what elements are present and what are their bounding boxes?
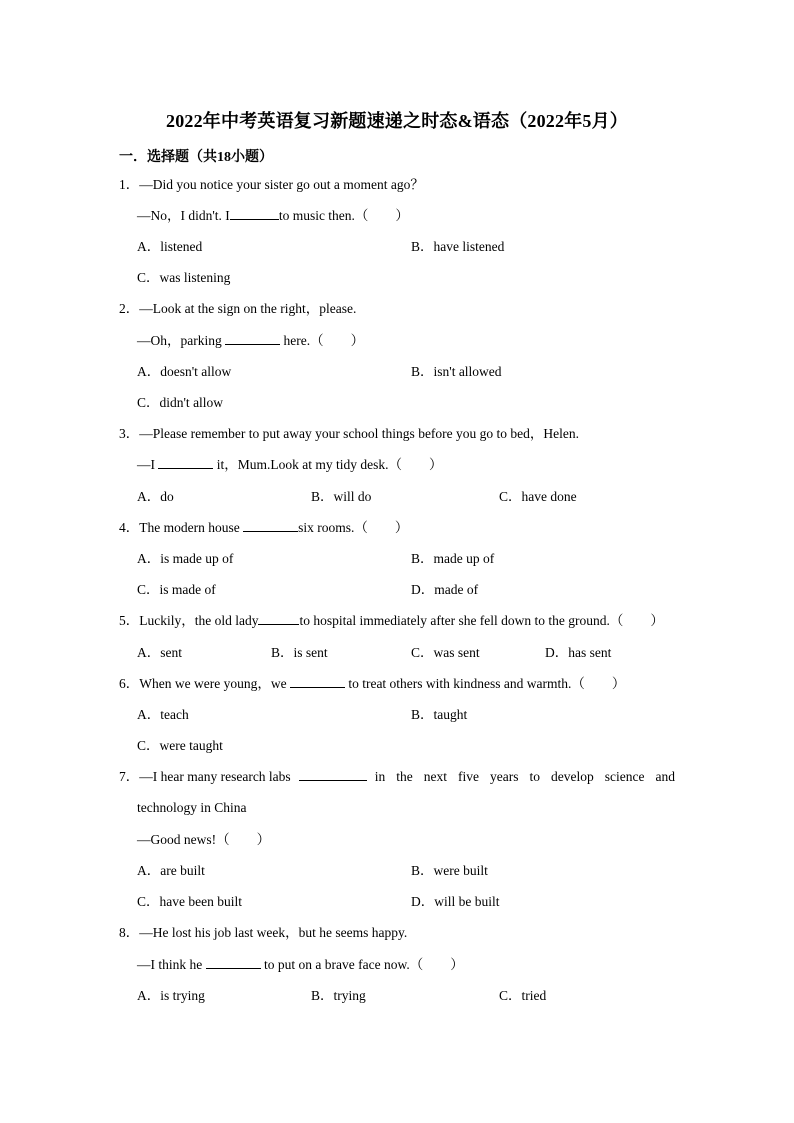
q7-stem-continued: technology in China bbox=[137, 800, 247, 815]
answer-blank bbox=[206, 956, 261, 969]
q7-option-d[interactable]: D．will be built bbox=[411, 894, 500, 909]
q8-option-a[interactable]: A．is trying bbox=[137, 988, 205, 1003]
q2-option-a[interactable]: A．doesn't allow bbox=[137, 364, 232, 379]
q6-stem-end: to treat others with kindness and warmth.（ ） bbox=[348, 676, 626, 691]
q5-option-a[interactable]: A．sent bbox=[137, 645, 182, 660]
question-3-response bbox=[137, 456, 443, 474]
page-title: 2022年中考英语复习新题速递之时态&语态（2022年5月） bbox=[166, 111, 628, 131]
question-5-stem bbox=[119, 612, 664, 630]
answer-blank bbox=[225, 332, 280, 345]
q3-option-a[interactable]: A．do bbox=[137, 489, 174, 504]
question-2-stem: 2．—Look at the sign on the right，please. bbox=[119, 301, 357, 316]
answer-blank bbox=[290, 675, 345, 688]
q6-option-b[interactable]: B．taught bbox=[411, 707, 468, 722]
question-8-stem: 8．—He lost his job last week，but he seems happy. bbox=[119, 925, 408, 940]
q5-option-c[interactable]: C．was sent bbox=[411, 645, 480, 660]
q7-stem-start: 7．—I hear many research labs bbox=[119, 769, 291, 784]
q5-stem-start: 5．Luckily，the old lady bbox=[119, 613, 259, 628]
q7-stem-end: in the next five years to develop science and bbox=[374, 769, 675, 784]
q1-response-end: to music then.（ ） bbox=[278, 208, 409, 223]
q5-option-b[interactable]: B．is sent bbox=[271, 645, 328, 660]
q4-option-d[interactable]: D．made of bbox=[411, 582, 479, 597]
q6-option-c[interactable]: C．were taught bbox=[137, 738, 223, 753]
q3-response-start: —I bbox=[137, 457, 155, 472]
q7-option-b[interactable]: B．were built bbox=[411, 863, 488, 878]
q3-option-c[interactable]: C．have done bbox=[499, 489, 577, 504]
q5-option-d[interactable]: D．has sent bbox=[545, 645, 612, 660]
q7-option-c[interactable]: C．have been built bbox=[137, 894, 242, 909]
q1-response-start: —No，I didn't. I bbox=[137, 208, 230, 223]
question-8-response bbox=[137, 956, 464, 974]
q2-option-b[interactable]: B．isn't allowed bbox=[411, 364, 502, 379]
q1-option-c[interactable]: C．was listening bbox=[137, 270, 231, 285]
q6-option-a[interactable]: A．teach bbox=[137, 707, 189, 722]
q2-option-c[interactable]: C．didn't allow bbox=[137, 395, 224, 410]
question-4-stem bbox=[119, 519, 408, 537]
q8-response-start: —I think he bbox=[137, 957, 203, 972]
answer-blank bbox=[258, 612, 299, 625]
q1-option-b[interactable]: B．have listened bbox=[411, 239, 505, 254]
answer-blank bbox=[243, 519, 298, 532]
q3-response-end: it，Mum.Look at my tidy desk.（ ） bbox=[216, 457, 443, 472]
q8-option-b[interactable]: B．trying bbox=[311, 988, 366, 1003]
q4-stem-start: 4．The modern house bbox=[119, 520, 240, 535]
question-7-stem bbox=[119, 768, 675, 786]
q3-option-b[interactable]: B．will do bbox=[311, 489, 372, 504]
answer-blank bbox=[230, 207, 279, 220]
answer-blank bbox=[158, 456, 213, 469]
q4-option-a[interactable]: A．is made up of bbox=[137, 551, 234, 566]
q2-response-end: here.（ ） bbox=[283, 333, 365, 348]
q1-option-a[interactable]: A．listened bbox=[137, 239, 203, 254]
q8-response-end: to put on a brave face now.（ ） bbox=[264, 957, 464, 972]
q6-stem-start: 6．When we were young，we bbox=[119, 676, 287, 691]
question-2-response bbox=[137, 332, 364, 350]
q2-response-start: —Oh，parking bbox=[137, 333, 222, 348]
question-1-response bbox=[137, 207, 409, 225]
question-1-stem: 1．—Did you notice your sister go out a moment ago？ bbox=[119, 177, 424, 192]
q4-stem-end: six rooms.（ ） bbox=[298, 520, 409, 535]
answer-blank bbox=[299, 768, 367, 781]
section-heading: 一．选择题（共18小题） bbox=[119, 150, 273, 165]
q7-response: —Good news!（ ） bbox=[137, 832, 271, 847]
q4-option-b[interactable]: B．made up of bbox=[411, 551, 495, 566]
q4-option-c[interactable]: C．is made of bbox=[137, 582, 216, 597]
question-6-stem bbox=[119, 675, 625, 693]
q5-stem-end: to hospital immediately after she fell down to the ground.（ ） bbox=[299, 613, 664, 628]
q8-option-c[interactable]: C．tried bbox=[499, 988, 547, 1003]
q7-option-a[interactable]: A．are built bbox=[137, 863, 205, 878]
question-3-stem: 3．—Please remember to put away your school things before you go to bed，Helen. bbox=[119, 426, 580, 441]
